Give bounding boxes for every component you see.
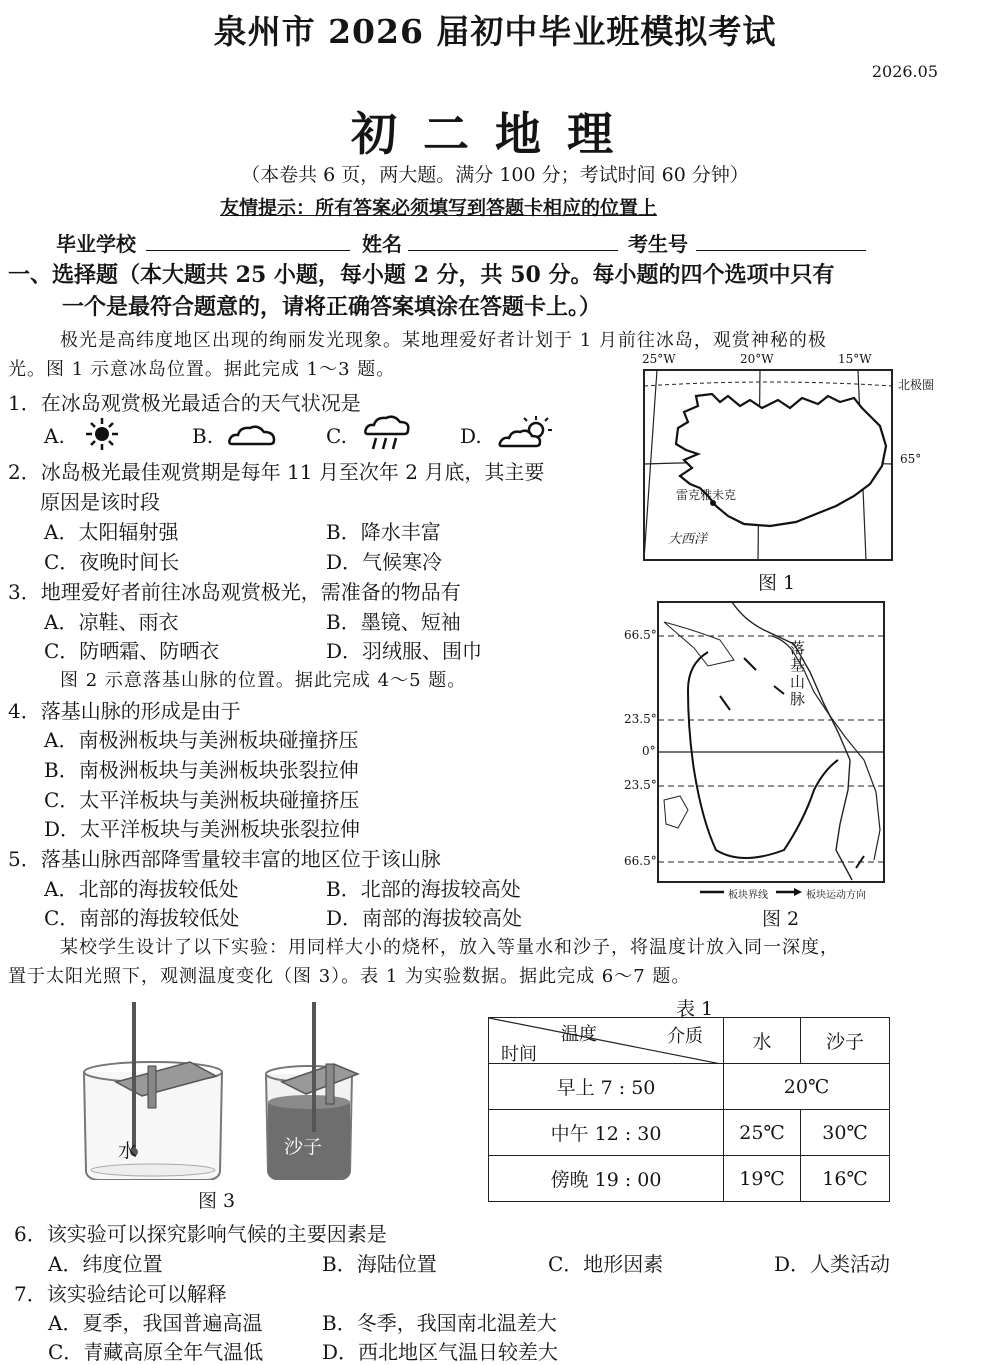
q5-option-d[interactable]: D．南部的海拔较高处 [326, 906, 523, 930]
exam-no-label: 考生号 [628, 232, 688, 256]
figure3-beakers [70, 1000, 360, 1180]
q6-option-c[interactable]: C．地形因素 [548, 1252, 664, 1276]
row1-merged: 20℃ [724, 1064, 890, 1110]
q2-option-c[interactable]: C．夜晚时间长 [44, 550, 180, 574]
section1-title-line1: 一、选择题（本大题共 25 小题，每小题 2 分，共 50 分。每小题的四个选项中只有 [8, 262, 835, 288]
header-time: 时间 [501, 1044, 537, 1065]
passage1-line1: 极光是高纬度地区出现的绚丽发光现象。某地理爱好者计划于 1 月前往冰岛，观赏神秘的极 [60, 330, 827, 351]
rain-cloud-icon [362, 414, 412, 454]
q2-stem-line1: 2．冰岛极光最佳观赏期是每年 11 月至次年 2 月底，其主要 [8, 460, 545, 484]
subject-title: 初二地理 [351, 107, 639, 161]
row3-water: 19℃ [724, 1156, 801, 1202]
q3-option-a[interactable]: A．凉鞋、雨衣 [44, 610, 179, 634]
arctic-circle-label: 北极圈 [898, 378, 935, 392]
lat-label-23n: 23.5° [624, 712, 657, 726]
figure3-caption: 图 3 [198, 1190, 236, 1212]
q7-option-b[interactable]: B．冬季，我国南北温差大 [322, 1311, 557, 1335]
q4-option-a[interactable]: A．南极洲板块与美洲板块碰撞挤压 [44, 728, 359, 752]
name-label: 姓名 [362, 232, 402, 256]
q3-option-d[interactable]: D．羽绒服、围巾 [326, 639, 483, 663]
table1-title: 表 1 [676, 998, 714, 1020]
row2-water: 25℃ [724, 1110, 801, 1156]
q1-option-c[interactable]: C. [326, 424, 347, 448]
passage3-line1: 某校学生设计了以下实验：用同样大小的烧杯，放入等量水和沙子，将温度计放入同一深度， [60, 937, 839, 958]
q5-option-c[interactable]: C．南部的海拔较低处 [44, 906, 240, 930]
q5-option-a[interactable]: A．北部的海拔较低处 [44, 877, 239, 901]
q7-option-c[interactable]: C．青藏高原全年气温低 [48, 1340, 264, 1364]
table1 [488, 1017, 890, 1202]
lat-label-66n: 66.5° [624, 628, 657, 642]
q6-option-b[interactable]: B．海陆位置 [322, 1252, 437, 1276]
water-label: 水 [118, 1140, 138, 1162]
q3-stem: 3．地理爱好者前往冰岛观赏极光，需准备的物品有 [8, 580, 461, 604]
lat-label-23s: 23.5° [624, 778, 657, 792]
row2-time: 中午 12 : 30 [489, 1110, 724, 1156]
reykjavik-label: 雷克雅未克 [676, 488, 737, 502]
school-label: 毕业学校 [56, 232, 136, 256]
rocky-mountains-label: 落基山脉 [790, 639, 806, 708]
lat-65-label: 65° [900, 452, 922, 466]
q7-option-a[interactable]: A．夏季，我国普遍高温 [48, 1311, 263, 1335]
q1-option-d[interactable]: D. [460, 424, 482, 448]
sun-icon [82, 416, 122, 452]
exam-date: 2026.05 [871, 62, 938, 81]
q3-option-b[interactable]: B．墨镜、短袖 [326, 610, 461, 634]
q2-option-a[interactable]: A．太阳辐射强 [44, 520, 179, 544]
row1-time: 早上 7 : 50 [489, 1064, 724, 1110]
q5-option-b[interactable]: B．北部的海拔较高处 [326, 877, 521, 901]
lon-label-25w: 25°W [642, 352, 676, 366]
row3-time: 傍晚 19 : 00 [489, 1156, 724, 1202]
q1-option-b[interactable]: B. [192, 424, 214, 448]
q6-option-a[interactable]: A．纬度位置 [48, 1252, 163, 1276]
q5-stem: 5．落基山脉西部降雪量较丰富的地区位于该山脉 [8, 847, 441, 871]
lat-label-66s: 66.5° [624, 854, 657, 868]
lon-label-20w: 20°W [740, 352, 774, 366]
passage1-line2: 光。图 1 示意冰岛位置。据此完成 1～3 题。 [8, 359, 396, 380]
exam-no-blank[interactable] [696, 250, 866, 251]
sand-label: 沙子 [284, 1136, 323, 1158]
row3-sand: 16℃ [801, 1156, 890, 1202]
exam-info: （本卷共 6 页，两大题。满分 100 分；考试时间 60 分钟） [241, 164, 749, 186]
friendly-tip: 友情提示：所有答案必须填写到答题卡相应的位置上 [220, 197, 658, 219]
q1-stem: 1．在冰岛观赏极光最适合的天气状况是 [8, 391, 361, 415]
lon-label-15w: 15°W [838, 352, 872, 366]
school-blank[interactable] [146, 250, 350, 251]
figure1-iceland-map [640, 352, 935, 564]
q4-stem: 4．落基山脉的形成是由于 [8, 699, 241, 723]
q2-option-b[interactable]: B．降水丰富 [326, 520, 441, 544]
q6-stem: 6．该实验可以探究影响气候的主要因素是 [14, 1222, 387, 1246]
atlantic-label: 大西洋 [668, 532, 708, 547]
header-medium: 介质 [667, 1026, 703, 1047]
row2-sand: 30℃ [801, 1110, 890, 1156]
q4-option-d[interactable]: D．太平洋板块与美洲板块张裂拉伸 [44, 817, 361, 841]
figure1-caption: 图 1 [758, 572, 796, 594]
header-water: 水 [724, 1018, 801, 1064]
passage2: 图 2 示意落基山脉的位置。据此完成 4～5 题。 [60, 670, 467, 691]
sun-behind-cloud-icon [498, 414, 554, 452]
q1-option-a[interactable]: A. [44, 424, 65, 448]
q7-stem: 7．该实验结论可以解释 [14, 1282, 227, 1306]
q6-option-d[interactable]: D．人类活动 [774, 1252, 891, 1276]
header-sand: 沙子 [801, 1018, 890, 1064]
q4-option-b[interactable]: B．南极洲板块与美洲板块张裂拉伸 [44, 758, 359, 782]
legend-plate-motion: 板块运动方向 [806, 890, 866, 901]
q3-option-c[interactable]: C．防晒霜、防晒衣 [44, 639, 220, 663]
table1-header-corner [489, 1018, 724, 1064]
legend-plate-boundary: 板块界线 [728, 890, 768, 901]
exam-title: 泉州市 2026 届初中毕业班模拟考试 [213, 12, 777, 51]
lat-label-0: 0° [642, 744, 656, 758]
section1-title-line2: 一个是最符合题意的，请将正确答案填涂在答题卡上。） [62, 294, 602, 320]
q2-stem-line2: 原因是该时段 [40, 490, 160, 514]
name-blank[interactable] [408, 250, 618, 251]
q7-option-d[interactable]: D．西北地区气温日较差大 [322, 1340, 559, 1364]
figure2-caption: 图 2 [762, 908, 800, 930]
q4-option-c[interactable]: C．太平洋板块与美洲板块碰撞挤压 [44, 788, 360, 812]
header-temp: 温度 [561, 1024, 597, 1045]
figure2-plate-map [624, 600, 886, 906]
cloud-icon [226, 420, 278, 450]
q2-option-d[interactable]: D．气候寒冷 [326, 550, 443, 574]
passage3-line2: 置于太阳光照下，观测温度变化（图 3）。表 1 为实验数据。据此完成 6～7 题。 [8, 966, 691, 987]
